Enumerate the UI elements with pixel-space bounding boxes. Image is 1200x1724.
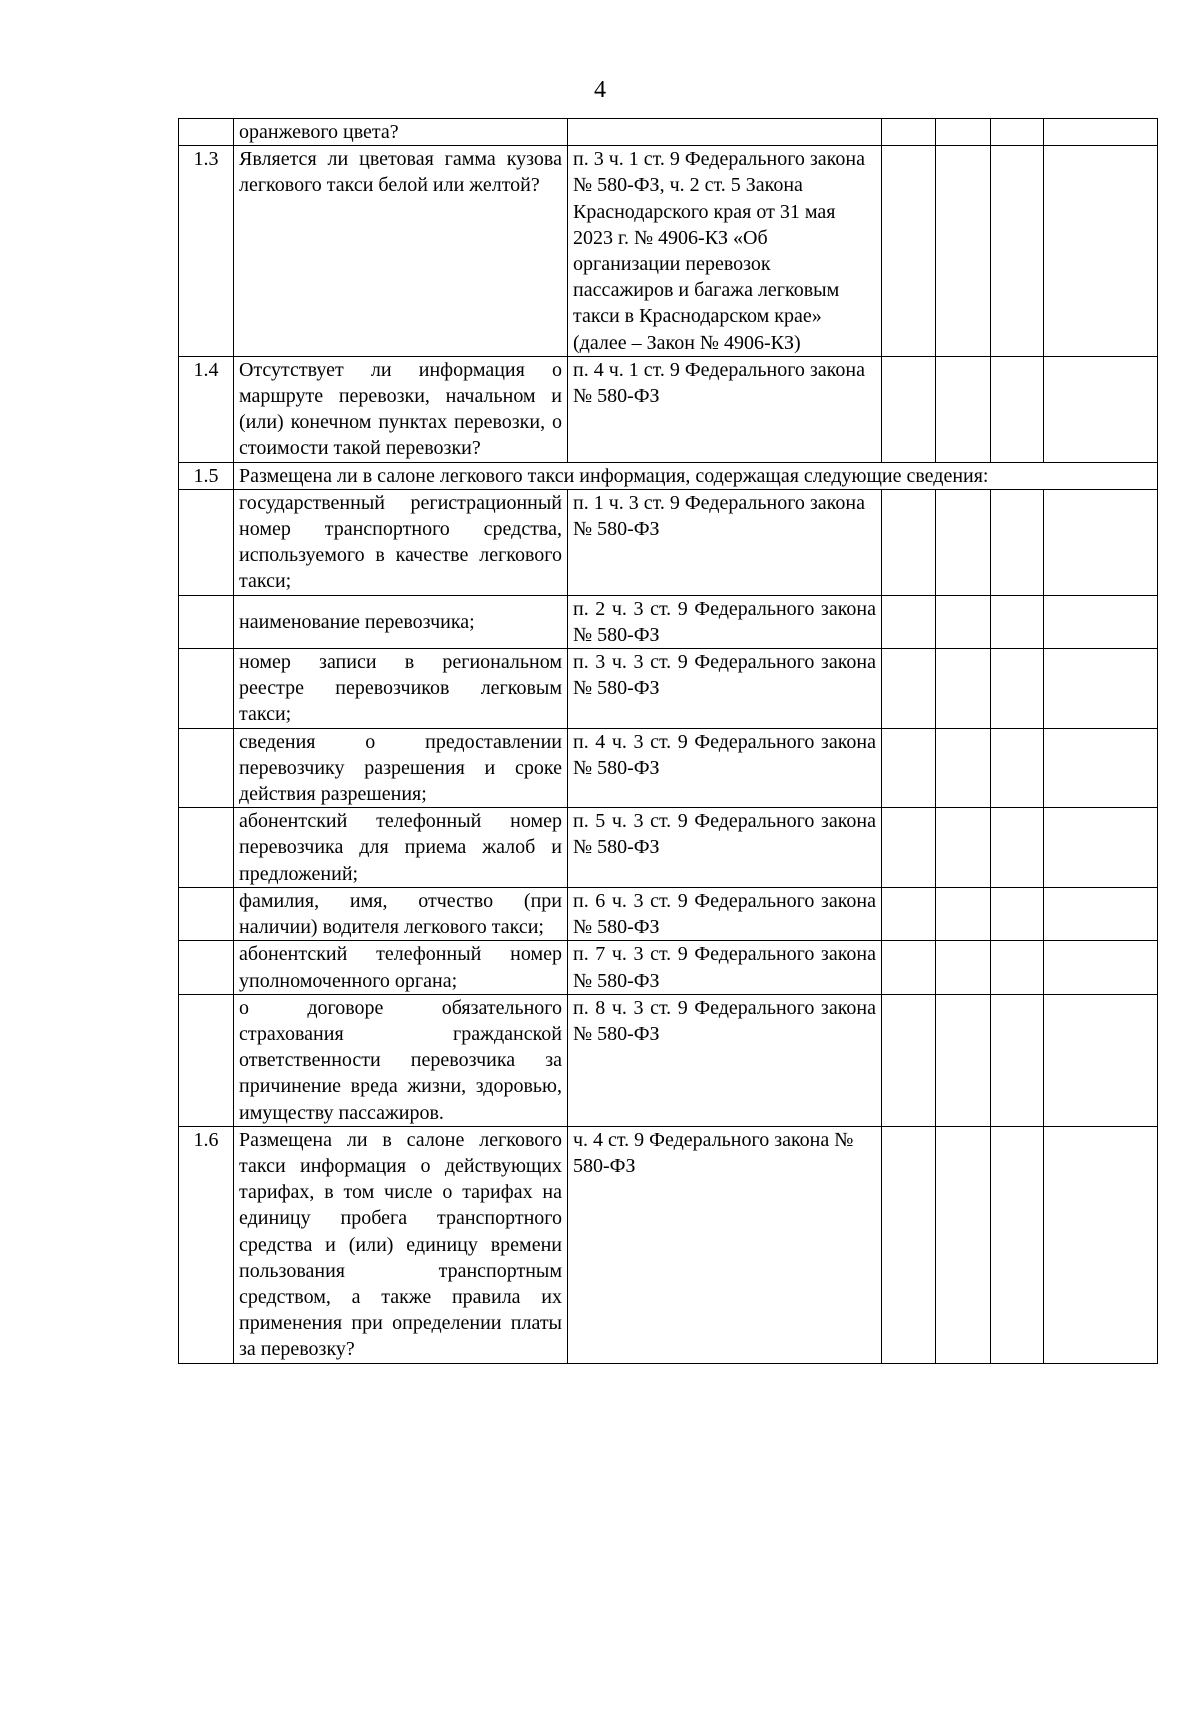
answer-na-cell[interactable] [991,489,1044,595]
question-cell: Является ли цветовая гамма кузова легкового такси белой или желтой? [234,146,568,357]
item-number [179,941,234,994]
legal-reference-cell: п. 5 ч. 3 ст. 9 Федерального закона № 580-ФЗ [568,808,882,888]
table-row [179,462,1158,489]
item-number [179,649,234,729]
note-cell[interactable] [1044,887,1158,940]
answer-no-cell[interactable] [936,728,991,808]
table-row [179,808,1158,888]
answer-no-cell[interactable] [936,356,991,462]
answer-na-cell[interactable] [991,649,1044,729]
question-cell: Размещена ли в салоне легкового такси информация о действующих тарифах, в том числе о тарифах на единицу пробега транспортного средства и (или) единицу времени пользования транспортным средством, а также правила их применения при определении платы за перевозку? [234,1126,568,1363]
item-number: 1.4 [179,356,234,462]
answer-yes-cell[interactable] [882,146,936,357]
answer-na-cell[interactable] [991,728,1044,808]
item-number [179,728,234,808]
table-row [179,146,1158,357]
answer-na-cell[interactable] [991,1126,1044,1363]
section-header-cell: Размещена ли в салоне легкового такси информация, содержащая следующие сведения: [234,462,1158,489]
legal-reference-cell: п. 3 ч. 1 ст. 9 Федерального закона № 580-ФЗ, ч. 2 ст. 5 Закона Краснодарского края от 31 мая 2023 г. № 4906-КЗ «Об организации перевозок пассажиров и багажа легковым такси в Краснодарском крае» (далее – Закон № 4906-КЗ) [568,146,882,357]
legal-reference-cell: п. 1 ч. 3 ст. 9 Федерального закона № 580-ФЗ [568,489,882,595]
item-number [179,994,234,1126]
note-cell[interactable] [1044,595,1158,648]
note-cell[interactable] [1044,146,1158,357]
answer-na-cell[interactable] [991,356,1044,462]
question-cell: номер записи в региональном реестре перевозчиков легковым такси; [234,649,568,729]
answer-yes-cell[interactable] [882,728,936,808]
page-number: 4 [594,77,606,103]
legal-reference-cell: п. 6 ч. 3 ст. 9 Федерального закона № 580-ФЗ [568,887,882,940]
note-cell[interactable] [1044,941,1158,994]
table-row [179,728,1158,808]
answer-no-cell[interactable] [936,994,991,1126]
item-number [179,489,234,595]
question-cell: государственный регистрационный номер транспортного средства, используемого в качестве легкового такси; [234,489,568,595]
question-cell: абонентский телефонный номер перевозчика для приема жалоб и предложений; [234,808,568,888]
answer-no-cell[interactable] [936,146,991,357]
legal-reference-cell: ч. 4 ст. 9 Федерального закона № 580-ФЗ [568,1126,882,1363]
table-row [179,119,1158,146]
answer-na-cell[interactable] [991,887,1044,940]
table-row [179,994,1158,1126]
question-cell: абонентский телефонный номер уполномоченного органа; [234,941,568,994]
answer-yes-cell[interactable] [882,649,936,729]
question-cell: наименование перевозчика; [234,595,568,648]
checklist-table [178,118,1158,1364]
answer-no-cell[interactable] [936,808,991,888]
legal-reference-cell: п. 8 ч. 3 ст. 9 Федерального закона № 580-ФЗ [568,994,882,1126]
answer-yes-cell[interactable] [882,1126,936,1363]
answer-na-cell[interactable] [991,146,1044,357]
answer-yes-cell[interactable] [882,994,936,1126]
note-cell[interactable] [1044,994,1158,1126]
table-row [179,649,1158,729]
legal-reference-cell: п. 4 ч. 1 ст. 9 Федерального закона № 580-ФЗ [568,356,882,462]
note-cell[interactable] [1044,728,1158,808]
answer-na-cell[interactable] [991,808,1044,888]
note-cell[interactable] [1044,119,1158,146]
note-cell[interactable] [1044,1126,1158,1363]
legal-reference-cell [568,119,882,146]
answer-no-cell[interactable] [936,941,991,994]
legal-reference-cell: п. 7 ч. 3 ст. 9 Федерального закона № 580-ФЗ [568,941,882,994]
table-row [179,489,1158,595]
item-number: 1.5 [179,462,234,489]
answer-no-cell[interactable] [936,119,991,146]
table-row [179,356,1158,462]
note-cell[interactable] [1044,808,1158,888]
question-cell: сведения о предоставлении перевозчику разрешения и сроке действия разрешения; [234,728,568,808]
item-number [179,119,234,146]
table-row [179,887,1158,940]
item-number [179,808,234,888]
answer-yes-cell[interactable] [882,119,936,146]
answer-no-cell[interactable] [936,649,991,729]
answer-no-cell[interactable] [936,489,991,595]
answer-yes-cell[interactable] [882,887,936,940]
item-number: 1.3 [179,146,234,357]
answer-yes-cell[interactable] [882,489,936,595]
table-row [179,1126,1158,1363]
question-cell: о договоре обязательного страхования гражданской ответственности перевозчика за причинение вреда жизни, здоровью, имуществу пассажиров. [234,994,568,1126]
answer-yes-cell[interactable] [882,595,936,648]
answer-no-cell[interactable] [936,595,991,648]
question-cell: оранжевого цвета? [234,119,568,146]
legal-reference-cell: п. 3 ч. 3 ст. 9 Федерального закона № 580-ФЗ [568,649,882,729]
note-cell[interactable] [1044,489,1158,595]
answer-no-cell[interactable] [936,887,991,940]
item-number [179,887,234,940]
answer-yes-cell[interactable] [882,356,936,462]
answer-yes-cell[interactable] [882,808,936,888]
note-cell[interactable] [1044,356,1158,462]
answer-na-cell[interactable] [991,941,1044,994]
answer-no-cell[interactable] [936,1126,991,1363]
question-cell: фамилия, имя, отчество (при наличии) водителя легкового такси; [234,887,568,940]
question-cell: Отсутствует ли информация о маршруте перевозки, начальном и (или) конечном пунктах перевозки, о стоимости такой перевозки? [234,356,568,462]
answer-na-cell[interactable] [991,595,1044,648]
answer-yes-cell[interactable] [882,941,936,994]
item-number: 1.6 [179,1126,234,1363]
legal-reference-cell: п. 4 ч. 3 ст. 9 Федерального закона № 580-ФЗ [568,728,882,808]
item-number [179,595,234,648]
note-cell[interactable] [1044,649,1158,729]
answer-na-cell[interactable] [991,119,1044,146]
answer-na-cell[interactable] [991,994,1044,1126]
table-row [179,941,1158,994]
table-row [179,595,1158,648]
legal-reference-cell: п. 2 ч. 3 ст. 9 Федерального закона № 580-ФЗ [568,595,882,648]
